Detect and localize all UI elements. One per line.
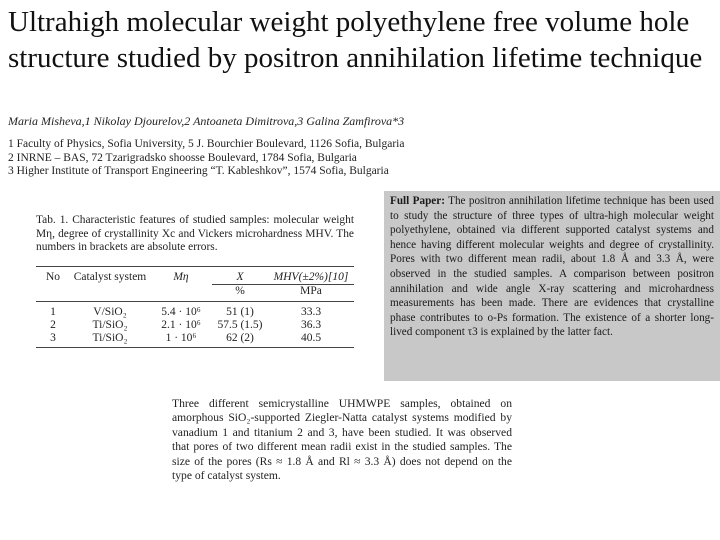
cell-molecular-weight: 5.4 · 10⁶	[161, 306, 201, 318]
data-table	[36, 266, 354, 348]
page-title: Ultrahigh molecular weight polyethylene free volume hole structure studied by positron annihilation lifetime technique	[8, 6, 703, 74]
table-units-row	[36, 284, 354, 298]
unit-microhardness: MPa	[268, 284, 354, 298]
cell-crystallinity: 51 (1)	[226, 306, 254, 318]
table-row	[36, 306, 354, 319]
cell-no: 2	[50, 319, 56, 331]
unit-crystallinity: %	[212, 284, 268, 298]
authors: Maria Misheva,1 Nikolay Djourelov,2 Antoaneta Dimitrova,3 Galina Zamfirova*3	[8, 114, 405, 128]
header-microhardness: MHV(±2%)[10]	[273, 271, 349, 283]
cell-catalyst: Ti/SiO₂	[92, 319, 128, 331]
unit-no	[36, 284, 70, 298]
table-top-rule	[36, 266, 354, 267]
cell-no: 1	[50, 306, 56, 318]
cell-crystallinity: 62 (2)	[226, 332, 254, 344]
unit-molecular-weight	[150, 284, 212, 298]
abstract-text: The positron annihilation lifetime technique has been used to study the structure of three types of ultra-high molecular weight polyethylene, obtained via different supported catalyst systems and hence having different molecular weights and degree of crystallinity. Pores with two different mean radii, about 1.8 Å and 3.3 Å, were observed in the studied samples. A comparison between positron annihilation and wide angle X-ray scattering and microhardness measurements has been made. There are evidences that crystalline phase contributes to o-Ps formation. The existence of a shorter long-lived component τ3 is explained by the latter fact.	[390, 195, 714, 339]
table-body	[36, 302, 354, 347]
table-header-row	[36, 271, 354, 284]
header-no: No	[45, 271, 61, 283]
table-bottom-rule	[36, 347, 354, 348]
cell-molecular-weight: 2.1 · 10⁶	[161, 319, 201, 331]
cell-no: 3	[50, 332, 56, 344]
cell-crystallinity: 57.5 (1.5)	[217, 319, 263, 331]
table-caption: Tab. 1. Characteristic features of studied samples: molecular weight Mη, degree of crystallinity Xc and Vickers microhardness MHV. The numbers in brackets are absolute errors.	[36, 214, 354, 253]
header-crystallinity: X	[236, 271, 244, 283]
abstract-label: Full Paper:	[390, 195, 445, 207]
affiliations	[8, 138, 488, 179]
affiliation-1: 1 Faculty of Physics, Sofia University, 5 J. Bourchier Boulevard, 1126 Sofia, Bulgaria	[8, 138, 405, 150]
summary-paragraph: Three different semicrystalline UHMWPE samples, obtained on amorphous SiO₂-supported Ziegler-Natta catalyst systems modified by vanadium 1 and titanium 2 and 3, have been studied. It was observed that pores of two different mean radii exist in the studied samples. The size of the pores (Rs ≈ 1.8 Å and Rl ≈ 3.3 Å) does not depend on the type of catalyst system.	[172, 397, 512, 483]
affiliation-3: 3 Higher Institute of Transport Engineering “T. Kableshkov”, 1574 Sofia, Bulgaria	[8, 165, 389, 177]
table-row	[36, 319, 354, 332]
cell-catalyst: Ti/SiO₂	[92, 332, 128, 344]
affiliation-2: 2 INRNE – BAS, 72 Tzarigradsko shoosse Boulevard, 1784 Sofia, Bulgaria	[8, 151, 357, 164]
cell-microhardness: 40.5	[300, 332, 322, 344]
header-molecular-weight: Mη	[173, 271, 189, 283]
cell-molecular-weight: 1 · 10⁶	[165, 332, 197, 344]
header-catalyst: Catalyst system	[73, 271, 147, 283]
abstract-box	[384, 191, 720, 381]
cell-microhardness: 36.3	[300, 319, 322, 331]
cell-catalyst: V/SiO₂	[93, 306, 127, 318]
table-row	[36, 332, 354, 345]
cell-microhardness: 33.3	[300, 306, 322, 318]
unit-catalyst	[70, 284, 150, 298]
